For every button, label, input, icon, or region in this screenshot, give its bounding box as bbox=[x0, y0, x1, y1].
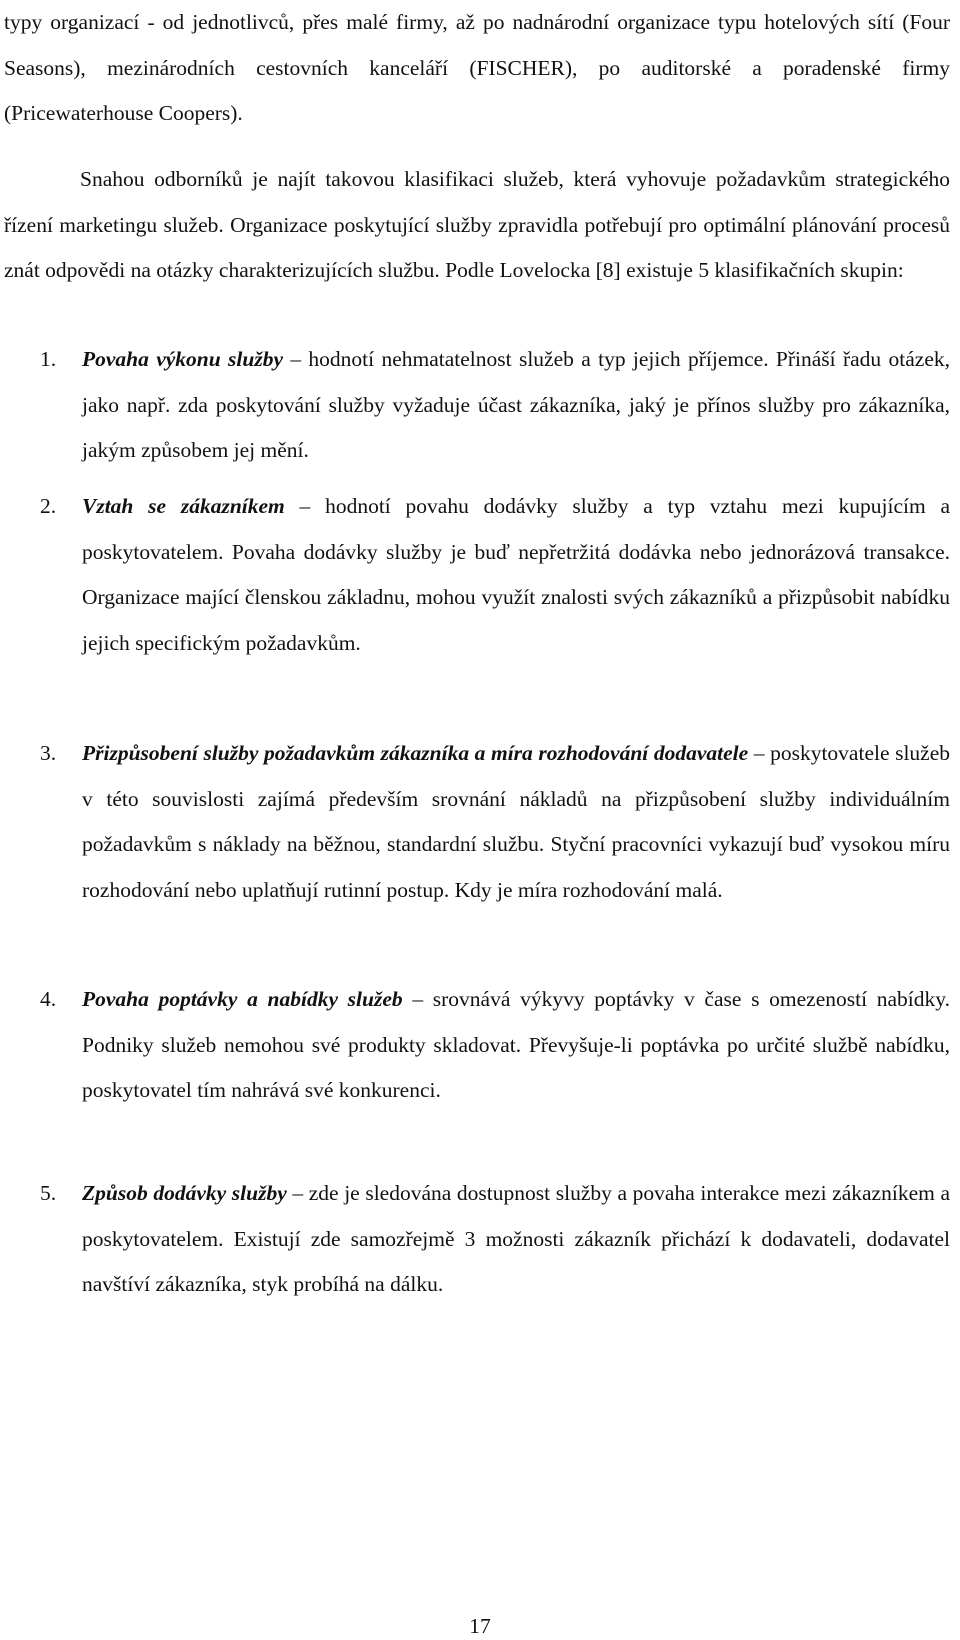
list-item-text: – hodnotí povahu dodávky služby a typ vztahu mezi kupujícím a poskytovatelem. Povaha dodávky služby je buď nepřetržitá dodávka nebo jednorázová transakce. Organizace mající členskou základnu, mohou využít znalosti svých zákazníků a přizpůsobit nabídku jejich specifickým požadavkům. bbox=[82, 494, 950, 655]
list-item-term: Povaha poptávky a nabídky služeb bbox=[82, 987, 403, 1011]
classification-paragraph: Snahou odborníků je najít takovou klasifikaci služeb, která vyhovuje požadavkům strategického řízení marketingu služeb. Organizace poskytující služby zpravidla potřebují pro optimální plánování procesů znát odpovědi na otázky charakterizujících službu. Podle Lovelocka [8] existuje 5 klasifikačních skupin: bbox=[4, 167, 950, 282]
list-item-term: Vztah se zákazníkem bbox=[82, 494, 285, 518]
list-item bbox=[40, 977, 950, 1114]
list-item-term: Přizpůsobení služby požadavkům zákazníka a míra rozhodování dodavatele bbox=[82, 741, 749, 765]
list-item bbox=[40, 484, 950, 666]
list-item-text: – poskytovatele služeb v této souvislosti zajímá především srovnání nákladů na přizpůsobení služby individuálním požadavkům s náklady na běžnou, standardní službu. Styční pracovníci vykazují buď vysokou míru rozhodování nebo uplatňují rutinní postup. Kdy je míra rozhodování malá. bbox=[82, 741, 951, 902]
list-item-body bbox=[82, 484, 950, 666]
list-item-body bbox=[82, 337, 950, 474]
list-item-number: 5. bbox=[40, 1181, 57, 1205]
list-item-term: Povaha výkonu služby bbox=[82, 347, 284, 371]
list-item-text: – srovnává výkyvy poptávky v čase s omezeností nabídky. Podniky služeb nemohou své produkty skladovat. Převyšuje-li poptávka po určité službě nabídku, poskytovatel tím nahrává své konkurenci. bbox=[82, 987, 951, 1102]
list-item bbox=[40, 731, 950, 913]
list-item-term: Způsob dodávky služby bbox=[82, 1181, 287, 1205]
list-item bbox=[40, 337, 950, 474]
page-number: 17 bbox=[469, 1614, 491, 1638]
list-item-number: 4. bbox=[40, 987, 57, 1011]
list-item-body bbox=[82, 731, 950, 913]
list-item-body bbox=[82, 1171, 950, 1308]
list-item-text: – hodnotí nehmatatelnost služeb a typ jejich příjemce. Přináší řadu otázek, jako např. zda poskytování služby vyžaduje účast zákazníka, jaký je přínos služby pro zákazníka, jakým způsobem jej mění. bbox=[82, 347, 950, 462]
list-item-text: – zde je sledována dostupnost služby a povaha interakce mezi zákazníkem a poskytovatelem. Existují zde samozřejmě 3 možnosti zákazník přichází k dodavateli, dodavatel navštíví zákazníka, styk probíhá na dálku. bbox=[82, 1181, 950, 1296]
list-item-number: 3. bbox=[40, 741, 57, 765]
intro-paragraph: typy organizací - od jednotlivců, přes malé firmy, až po nadnárodní organizace typu hotelových sítí (Four Seasons), mezinárodních cestovních kanceláří (FISCHER), po auditorské a poradenské firmy (Pricewaterhouse Coopers). bbox=[4, 10, 950, 125]
list-item-body bbox=[82, 977, 950, 1114]
list-item-number: 2. bbox=[40, 494, 57, 518]
list-item bbox=[40, 1171, 950, 1308]
list-item-number: 1. bbox=[40, 347, 57, 371]
